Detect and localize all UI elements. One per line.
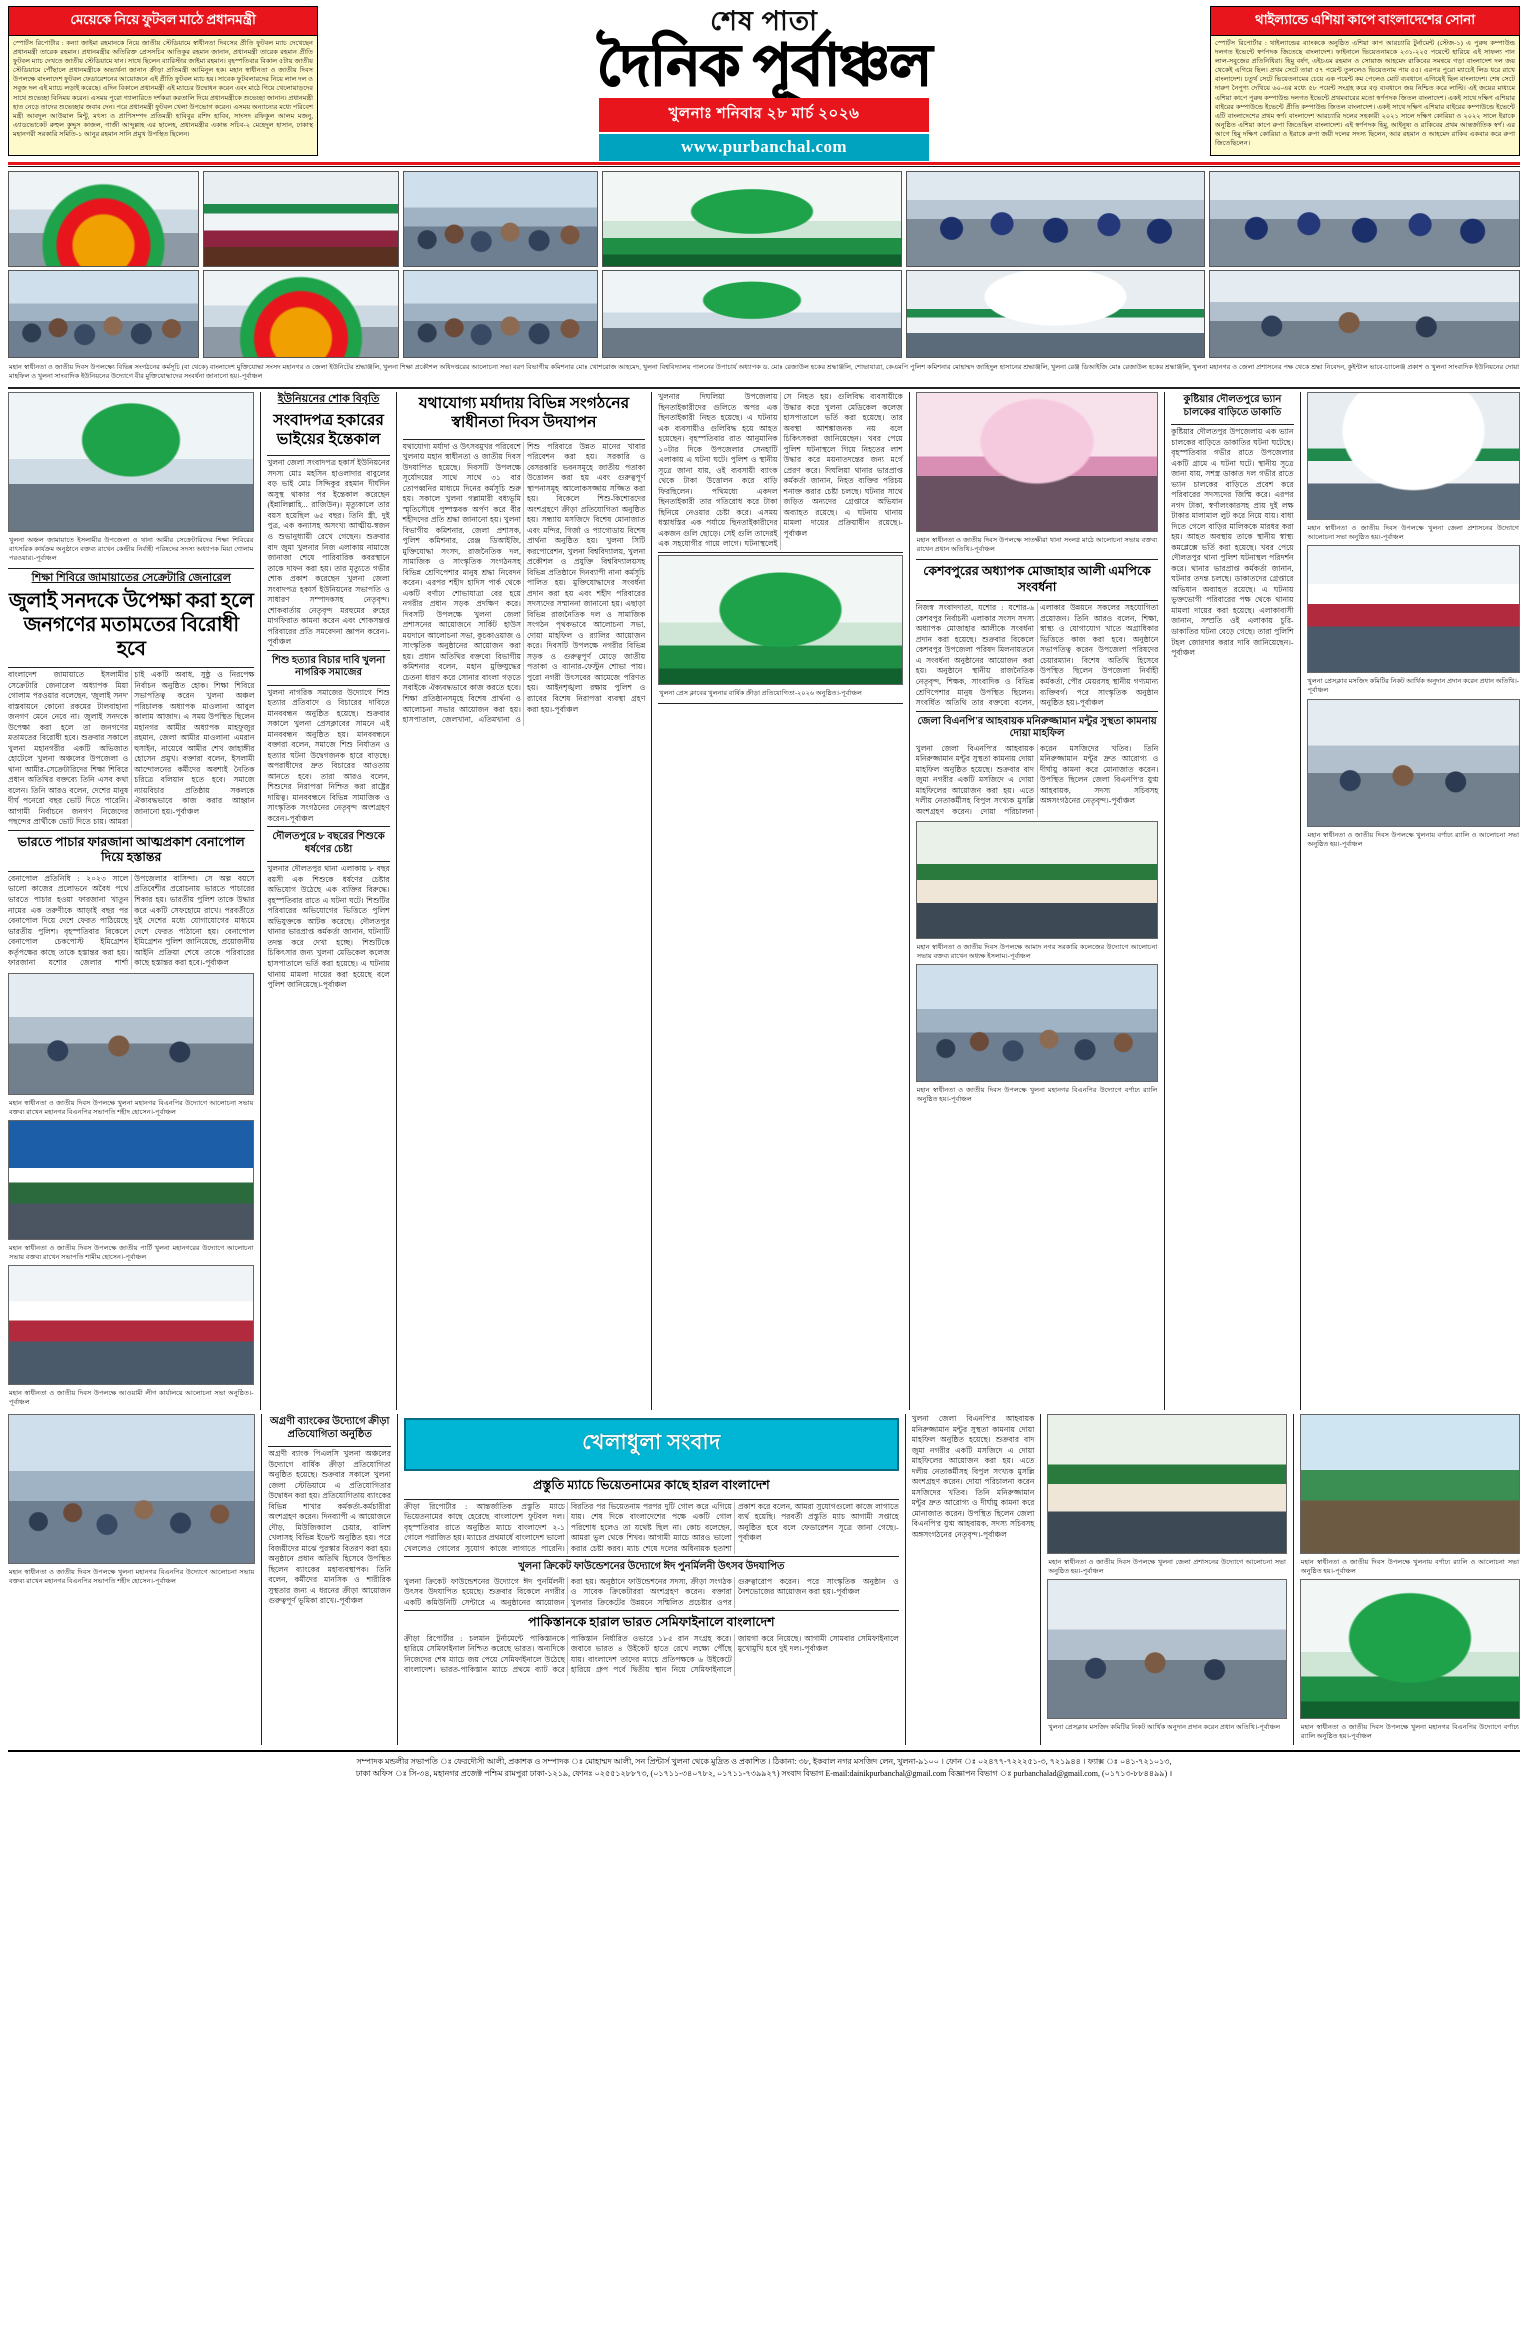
col1-divider-1 bbox=[8, 568, 254, 569]
photo-speaker-at-podium bbox=[203, 171, 398, 267]
website-url-bar[interactable]: www.purbanchal.com bbox=[599, 134, 929, 161]
footer-line-2: ঢাকা অফিস ঃ সি-৩৪, মহানগর প্রজেক্ট পশ্চিম রামপুরা ঢাকা-১২১৯, ফোনঃ ০২৫৫১২৮৮৭৩, (০১৭১১-৩৪০৭৮২, ০১৭১১-৭৩৯৯২৭) সংবাদ বিভাগ E-mail:dainikpurbanchal@gmail.com বিজ্ঞাপন বিভাগ ঃ purbanchalad@gmail.com, (০১৭১৩-৮৮৪৪৯৯) । bbox=[355, 1769, 1173, 1779]
date-bar: খুলনাঃ শনিবার ২৮ মার্চ ২০২৬ bbox=[599, 98, 929, 132]
club-body: খুলনা ক্রিকেট ফাউন্ডেশনের উদ্যোগে ঈদ পুনর্মিলনী উৎসব উদযাপিত হয়েছে। শুক্রবার বিকেলে নগরীর একটি কমিউনিটি সেন্টারে এ অনুষ্ঠানের আয়োজন করা হয়। অনুষ্ঠানে ফাউন্ডেশনের সদস্য, ক্রীড়া সংগঠক ও সাবেক ক্রিকেটাররা অংশগ্রহণ করেন। বক্তারা খুলনার ক্রিকেটের উন্নয়নে সম্মিলিত প্রচেষ্টার ওপর গুরুত্বারোপ করেন। পরে সাংস্কৃতিক অনুষ্ঠান ও নৈশভোজের আয়োজন করা হয়।-পূর্বাঞ্চল bbox=[404, 1576, 899, 1607]
footer-line-1: সম্পাদক মন্ডলীর সভাপতি ঃ ফেরদৌসী আলী, প্রকাশক ও সম্পাদক ঃ মোহাম্মদ আলী, সন প্রিন্টার্স খুলনা থেকে মুদ্রিত ও প্রকাশিত । ঠিকানা: ৩৮, ইকবাল নগর মসজিদ লেন, খুলনা-৯১০০ । ফোন ঃ ০২৪৭৭-৭২২২৫১-৩, ৭২১৯৪৪ । ফ্যাক্স ঃ ০৪১-৭২১০১৩, bbox=[356, 1756, 1172, 1766]
photo-college-discussion bbox=[916, 821, 1159, 939]
photo-honour-guard-ceremony bbox=[1209, 171, 1520, 267]
column-divider-4 bbox=[909, 392, 910, 1410]
masthead-divider-red bbox=[8, 162, 1520, 165]
col3-divider-1 bbox=[403, 439, 646, 440]
col5-photo2-caption: মহান স্বাধীনতা ও জাতীয় দিবস উপলক্ষে আমাদ নগর সরকারি কলেজের উদ্যোগে আলোচনা সভায় বক্তব্য রাখেন অধ্যক্ষ ইসলাম।-পূর্বাঞ্চল bbox=[916, 944, 1158, 961]
col5-photo-caption: মহান স্বাধীনতা ও জাতীয় দিবস উপলক্ষে সাতক্ষীরা থানা সংলগ্ন মাঠে আলোচনা সভায় বক্তব্য রাখেন প্রধান অতিথি।-পূর্বাঞ্চল bbox=[916, 537, 1158, 554]
strip-caption-divider bbox=[8, 387, 1520, 389]
masthead bbox=[8, 6, 1520, 158]
col2-divider-3 bbox=[267, 685, 389, 686]
photo-rally-with-banner bbox=[602, 171, 901, 267]
photo-officials-lineup bbox=[403, 270, 598, 358]
lower-divider-1 bbox=[261, 1414, 262, 1744]
lower-col2-body: অগ্রণী ব্যাংক পিএলসি খুলনা অঞ্চলের উদ্যোগে বার্ষিক ক্রীড়া প্রতিযোগিতা অনুষ্ঠিত হয়েছে। শুক্রবার সকালে খুলনা জেলা স্টেডিয়ামে এ প্রতিযোগিতার উদ্বোধন করা হয়। প্রতিযোগিতায় ব্যাংকের বিভিন্ন শাখার কর্মকর্তা-কর্মচারীরা অংশগ্রহণ করেন। দিনব্যাপী এ আয়োজনে দৌড়, মিউজিক্যাল চেয়ার, বালিশ খেলাসহ বিভিন্ন ইভেন্ট অনুষ্ঠিত হয়। পরে বিজয়ীদের মাঝে পুরস্কার বিতরণ করা হয়। অনুষ্ঠানে প্রধান অতিথি হিসেবে উপস্থিত ছিলেন ব্যাংকের মহাব্যবস্থাপক। তিনি বলেন, কর্মীদের মানসিক ও শারীরিক সুস্থতার জন্য এ ধরনের ক্রীড়া আয়োজন গুরুত্বপূর্ণ ভূমিকা রাখে।-পূর্বাঞ্চল bbox=[268, 1449, 392, 1606]
lower-photo-b-caption: খুলনা প্রেসক্লাব মসজিদ কমিটির নিকট আর্থিক অনুদান প্রদান করেন প্রধান অতিথি।-পূর্বাঞ্চল bbox=[1048, 1724, 1281, 1732]
photo-floral-tribute bbox=[203, 270, 398, 358]
photo-lower-sport bbox=[1300, 1414, 1520, 1554]
col5-headline: কেশবপুরের অধ্যাপক মোজাহার আলী এমপিকে সংবর্ধনা bbox=[923, 564, 1151, 594]
photo-strip-second bbox=[8, 270, 1520, 358]
lower-column-photos-b bbox=[1300, 1414, 1520, 1744]
photo-crowd-lower-left bbox=[8, 1414, 255, 1564]
left-box-body: স্পোর্টস রিপোর্টার : কন্যা জাইমা রহমানকে নিয়ে জাতীয় স্টেডিয়ামে স্বাধীনতা দিবসের প্রীতি ফুটবল ম্যাচ দেখেছেন প্রধানমন্ত্রী তারেক রহমান। প্রধানমন্ত্রীর অতিরিক্ত প্রেসসচিব আতিকুর রহমান জানান, প্রধানমন্ত্রী তারেক রহমান প্রীতি ফুটবল ম্যাচ দেখতে জাতীয় স্টেডিয়ামে যান। সাথে ছিলেন ব্যারিস্টার জাইমা রহমান। বৃহস্পতিবার বিকাল ৫টায় জাতীয় স্টেডিয়ামে পৌঁছালে প্রধানমন্ত্রীকে অভ্যর্থনা জানান ক্রীড়া প্রতিমন্ত্রী আমিনুল হক। মহান স্বাধীনতা ও জাতীয় দিবস উপলক্ষে বাংলাদেশ ফুটবল ফেডারেশনের আয়োজনে এই প্রীতি ফুটবল ম্যাচ হয়। সাবেক ফুটবলারদের নিয়ে লাল দল ও সবুজ দল এই ম্যাচে লড়াই করেছে। এদিন বিকালে প্রধানমন্ত্রী এই ম্যাচের উদ্বোধন করেন এবং মাঠে গিয়ে খেলোয়াড়দের সাথে শুভেচ্ছা বিনিময় করেন। এসময় পুরো গ্যালারিতে দর্শকরা করতালি দিয়ে প্রধানমন্ত্রীকে শুভেচ্ছা জানান। প্রধানমন্ত্রী হাত নেড়ে তাদের শুভেচ্ছার জবাব দেন। পরে প্রধানমন্ত্রী ফুটবল খেলা উপভোগ করেন। এসময় অন্যান্যের মধ্যে পরিবেশ মন্ত্রী আবদুল আউয়াল মিন্টু, মৎস্য ও প্রাণিসম্পদ প্রতিমন্ত্রী হাবিবুর রশিদ হাবিব, সাংসদ রফিকুল আলম মজনু, এ্যাডভোকেট রুহুল কুদ্দুস কাজল, গাজী আব্দুল্লাহ এর ছালেহ, প্রধানমন্ত্রীর একান্ত সচিব-২ মেহেদুল হাসান, ঢাকাস্থ মহানগরী সরকারি সমিতি-১ আনুর রহমান সানি প্রমুখ উপস্থিত ছিলেন। bbox=[13, 40, 313, 138]
col1-divider-2 bbox=[8, 667, 254, 668]
photo-strip-top bbox=[8, 171, 1520, 267]
col1-body: বাংলাদেশ জামায়াতে ইসলামীর সেক্রেটারি জেনারেল অধ্যাপক মিয়া গোলাম পরওয়ার বলেছেন, 'জুলাই সনদ' বাস্তবায়নে কোনো রকমের টালবাহানা জনগণ মেনে নেবে না। জুলাই সনদকে উপেক্ষা করা হলে তা জনগণের মতামতের বিরোধী হবে। শুক্রবার সকালে খুলনা মহানগরীর একটি অভিজাত হোটেলে খুলনা অঞ্চলের উপজেলা ও থানা আমীর-সেক্রেটারিদের শিক্ষা শিবিরে প্রধান অতিথির বক্তব্যে তিনি এসব কথা বলেন। তিনি আরও বলেন, দেশের মানুষ দীর্ঘ পনেরো বছর ভোট দিতে পারেনি। আগামী নির্বাচনে জনগণ নিজেদের পছন্দের প্রার্থীকে ভোট দিতে চায়। আমরা চাই একটি অবাধ, সুষ্ঠু ও নিরপেক্ষ নির্বাচন অনুষ্ঠিত হোক। শিক্ষা শিবিরে সভাপতিত্ব করেন খুলনা অঞ্চল পরিচালক অধ্যাপক মাওলানা আবুল কালাম আজাদ। এ সময় উপস্থিত ছিলেন মহানগর আমীর অধ্যাপক মাহফুজুর রহমান, জেলা আমীর মাওলানা এমরান হুসাইন, নায়েবে আমীর শেখ জাহাঙ্গীর হোসেন প্রমুখ। বক্তারা বলেন, ইসলামী আন্দোলনের কর্মীদের অবশ্যই নৈতিক চরিত্রে বলিয়ান হতে হবে। সমাজে ন্যায়বিচার প্রতিষ্ঠায় সকলকে ঐক্যবদ্ধভাবে কাজ করার আহ্বান জানানো হয়।-পূর্বাঞ্চল bbox=[8, 670, 255, 827]
lower-photo-a-caption: মহান স্বাধীনতা ও জাতীয় দিবস উপলক্ষে খুলনা জেলা প্রশাসনের উদ্যোগে আলোচনা সভা অনুষ্ঠিত হয়।-পূর্বাঞ্চল bbox=[1048, 1559, 1286, 1576]
lower-col2-divider bbox=[268, 1446, 391, 1447]
column-1 bbox=[8, 392, 254, 1410]
photo-police-officers-lineup bbox=[906, 171, 1205, 267]
sports-section-banner: খেলাধুলা সংবাদ bbox=[404, 1418, 899, 1471]
col1-photo3-caption: মহান স্বাধীনতা ও জাতীয় দিবস উপলক্ষে জাতীয় পার্টি খুলনা মহানগরের উদ্যোগে আলোচনা সভায় বক্তব্য রাখেন সভাপতি শামীম হোসেন।-পূর্বাঞ্চল bbox=[9, 1244, 254, 1261]
col6-body: কুষ্টিয়ার দৌলতপুর উপজেলায় এক ভ্যান চালকের বাড়িতে ডাকাতির ঘটনা ঘটেছে। বৃহস্পতিবার গভীর রাতে উপজেলার একটি গ্রামে এ ঘটনা ঘটে। স্থানীয় সূত্রে জানা যায়, সশস্ত্র ডাকাত দল গভীর রাতে ভ্যান চালকের বাড়িতে প্রবেশ করে পরিবারের সদস্যদের জিম্মি করে। এরপর নগদ টাকা, স্বর্ণালংকারসহ প্রায় দুই লক্ষ টাকার মালামাল লুট করে নিয়ে যায়। বাধা দিতে গেলে বাড়ির মালিককে মারধর করা হয়। আহত অবস্থায় তাকে স্থানীয় স্বাস্থ্য কমপ্লেক্সে ভর্তি করা হয়েছে। খবর পেয়ে দৌলতপুর থানা পুলিশ ঘটনাস্থল পরিদর্শন করে। থানার ভারপ্রাপ্ত কর্মকর্তা জানান, ঘটনার তদন্ত চলছে। ডাকাতদের গ্রেপ্তারে অভিযান অব্যাহত রয়েছে। এ ঘটনায় ভুক্তভোগী পরিবারের পক্ষ থেকে থানায় মামলা দায়ের করা হয়েছে। এলাকাবাসী জানান, সম্প্রতি ওই এলাকায় চুরি-ডাকাতির ঘটনা বেড়ে গেছে। তারা পুলিশি টহল জোরদার করার দাবি জানিয়েছেন।-পূর্বাঞ্চল bbox=[1171, 427, 1294, 658]
column-divider-6 bbox=[1300, 392, 1301, 1410]
column-divider-5 bbox=[1164, 392, 1165, 1410]
photo-satkhira-meeting bbox=[916, 392, 1159, 532]
column-7 bbox=[1307, 392, 1520, 1410]
right-box-body: স্পোর্টস রিপোর্টার : থাইল্যান্ডের ব্যাংককে অনুষ্ঠিত এশিয়া কাপ আরচ্যারি টুর্নামেন্ট (স্টেজ-১) এ পুরুষ কম্পাউন্ড দলগত ইভেন্টে স্বর্ণপদক জিতেছে বাংলাদেশ। ফাইনালে ভিয়েতনামকে ২৩১-২২৫ পয়েন্টে হারিয়ে এই সাফল্য পান লাল-সবুজের প্রতিনিধিরা। হিমু বর্ষণ, এইচএম রহমান ও সোয়াজ আহমেদ রাকিবের সমন্বয়ে গড়া বাংলাদেশ দল জয় থেকেই এগিয়ে ছিল। প্রথম সেটে তারা ৫৭ পয়েন্ট তুললেও ভিয়েতনাম পায় ৫৫। এরপর পুরো ম্যাচেই লিড ধরে রাখে বাংলাদেশ। চতুর্থ সেটে ভিয়েতনামের চেয়ে এক পয়েন্ট কম পেলেও মোট ব্যবধানে এগিয়েই ছিল বাংলাদেশ। শেষ সেটে দারুণ নৈপুণ্য দেখিয়ে ৬০-এর মধ্যে ৫৮ পয়েন্ট সংগ্রহ করে বড় ব্যবধানে জয় নিশ্চিত করে লাল্টি। এই জয়ের মাধ্যমে এশিয়া কাপে পুরুষ কম্পাউন্ড দলগত ইভেন্টে প্রথমবারের মতো স্বর্ণপদক জিতল বাংলাদেশ। একই সাথে দক্ষিণ এশিয়ার বাইরের কম্পাউন্ডে ইভেন্টে প্রীতি কম্পাউন্ড জিতল বাংলাদেশ। একই সাথে দক্ষিণ এশিয়ার বাইরের কম্পাউন্ডে ইভেন্টে এটি বাংলাদেশের প্রথম স্বর্ণ। বাংলাদেশ আরচ্যারি দলের সহকারী ২০২১ সালে দক্ষিণ কোরিয়া ও ২০২২ সালে ইরাকে অনুষ্ঠিত এশিয়া কাপে রুপা জিতেছিল বাংলাদেশ। এই স্বর্ণপদক হিমু, আইনুষ্য ও রাকিবের প্রথম আন্তর্জাতিক স্বর্ণ। এর আগে হিমু দক্ষিণ কোরিয়া ও ইরাকে রুপা জয়ী দলের সদস্য ছিলেন, আর রহমান ও আহমেদ রাকিব একবার করে রুপা জিতেছিলেন। bbox=[1215, 40, 1515, 148]
col5-body: নিজস্ব সংবাদদাতা, যশোর : যশোর-৬ কেশবপুর নির্বাচনী এলাকার সংসদ সদস্য অধ্যাপক মোজাহার আলীকে সংবর্ধনা প্রদান করা হয়েছে। শুক্রবার বিকেলে কেশবপুর উপজেলা পরিষদ মিলনায়তনে এ সংবর্ধনা অনুষ্ঠানের আয়োজন করা হয়। অনুষ্ঠানে স্থানীয় রাজনৈতিক নেতৃবৃন্দ, শিক্ষক, সাংবাদিক ও বিভিন্ন শ্রেণিপেশার মানুষ উপস্থিত ছিলেন। সংবর্ধিত অতিথি তার বক্তব্যে বলেন, এলাকার উন্নয়নে সকলের সহযোগিতা প্রয়োজন। তিনি আরও বলেন, শিক্ষা, স্বাস্থ্য ও যোগাযোগ খাতে অগ্রাধিকার ভিত্তিতে কাজ করা হবে। অনুষ্ঠানে সভাপতিত্ব করেন উপজেলা পরিষদের চেয়ারম্যান। বিশেষ অতিথি হিসেবে উপস্থিত ছিলেন উপজেলা নির্বাহী কর্মকর্তা, পৌর মেয়রসহ স্থানীয় গণ্যমান্য ব্যক্তিবর্গ। পরে সাংস্কৃতিক অনুষ্ঠান অনুষ্ঠিত হয়।-পূর্বাঞ্চল bbox=[915, 603, 1159, 708]
col2-divider-4 bbox=[267, 826, 389, 827]
col2-kicker: ইউনিয়নের শোক বিবৃতি bbox=[277, 393, 380, 406]
col2-headline: সংবাদপত্র হকারের ভাইয়ের ইন্তেকাল bbox=[273, 411, 384, 449]
lower-column-photos-a bbox=[1047, 1414, 1287, 1744]
photo-rally-discussion bbox=[1307, 699, 1520, 827]
col5-divider-2 bbox=[916, 600, 1159, 601]
main-content-grid bbox=[8, 392, 1520, 1410]
column-divider-3 bbox=[651, 392, 652, 1410]
col6-headline: কুষ্টিয়ার দৌলতপুরে ভ্যান চালকের বাড়িতে ডাকাতি bbox=[1183, 394, 1282, 418]
photo-bnp-rally bbox=[916, 964, 1159, 1082]
col3-headline: যথাযোগ্য মর্যাদায় বিভিন্ন সংগঠনের স্বাধীনতা দিবস উদযাপন bbox=[418, 395, 630, 432]
lower-photo-c-caption: মহান স্বাধীনতা ও জাতীয় দিবস উপলক্ষে খুলনায় বর্ণাঢ্য র‍্যালি ও আলোচনা সভা অনুষ্ঠিত হয়।-পূর্বাঞ্চল bbox=[1300, 1559, 1519, 1576]
col7-photo1-caption: মহান স্বাধীনতা ও জাতীয় দিবস উপলক্ষে খুলনা জেলা প্রশাসনের উদ্যোগে আলোচনা সভা অনুষ্ঠিত হয়।-পূর্বাঞ্চল bbox=[1307, 525, 1520, 542]
lower-col2-headline: অগ্রণী ব্যাংকের উদ্যোগে ক্রীড়া প্রতিযোগিতা অনুষ্ঠিত bbox=[269, 1416, 390, 1440]
column-2 bbox=[267, 392, 389, 1410]
photo-group-photo-officials bbox=[403, 171, 598, 267]
masthead-center bbox=[324, 6, 1204, 161]
col3-mid-body-continued: খুলনার দিঘলিয়া উপজেলায় ছিনতাইকারীদের গুলিতে অপর এক ছিনতাইকারী নিহত হয়েছে। এ ঘটনায় এক ব্যবসায়ীও গুলিবিদ্ধ হয়ে আহত হয়েছেন। বৃহস্পতিবার রাত আনুমানিক ১০টার দিকে উপজেলার সেনহাটি এলাকায় এ ঘটনা ঘটে। পুলিশ ও স্থানীয় সূত্রে জানা যায়, ওই ব্যবসায়ী ব্যাংক থেকে টাকা উত্তোলন করে বাড়ি ফিরছিলেন। পথিমধ্যে একদল ছিনতাইকারী তার গতিরোধ করে টাকা ছিনিয়ে নেওয়ার চেষ্টা করে। এসময় ধস্তাধস্তির এক পর্যায়ে ছিনতাইকারীদের একজন গুলি ছোড়ে। সেই গুলি তাদেরই এক সহযোগীর গায়ে লাগে। ঘটনাস্থলেই সে নিহত হয়। গুলিবিদ্ধ ব্যবসায়ীকে উদ্ধার করে খুলনা মেডিকেল কলেজ হাসপাতালে ভর্তি করা হয়েছে। তার অবস্থা আশঙ্কাজনক নয় বলে চিকিৎসকরা জানিয়েছেন। খবর পেয়ে পুলিশ ঘটনাস্থলে গিয়ে নিহতের লাশ উদ্ধার করে ময়নাতদন্তের জন্য মর্গে প্রেরণ করে। দিঘলিয়া থানার ভারপ্রাপ্ত কর্মকর্তা জানান, নিহত ব্যক্তির পরিচয় শনাক্ত করার চেষ্টা চলছে। ঘটনার সাথে জড়িত অন্যদের গ্রেপ্তারে অভিযান অব্যাহত রয়েছে। এ ঘটনায় থানায় মামলা দায়ের প্রক্রিয়াধীন রয়েছে।-পূর্বাঞ্চল bbox=[658, 392, 903, 549]
column-5 bbox=[916, 392, 1159, 1410]
col2-divider-1 bbox=[267, 455, 389, 456]
col1-sub-headline: ভারতে পাচার ফারজানা আত্মপ্রকাশ বেনাপোল দিয়ে হস্তান্তর bbox=[17, 834, 245, 865]
photo-wreath-laying-ceremony bbox=[8, 171, 199, 267]
photo-freedom-fighters-reception bbox=[1209, 270, 1520, 358]
final-headline: পাকিস্তানকে হারাল ভারত সেমিফাইনালে বাংলাদেশ bbox=[528, 1615, 775, 1630]
photo-press-club-sports bbox=[658, 555, 903, 685]
photo-indoor-seminar-hall bbox=[906, 270, 1205, 358]
photo-bnp-meeting bbox=[8, 973, 254, 1095]
col6-divider-1 bbox=[1171, 424, 1293, 425]
col3-body: যথাযোগ্য মর্যাদা ও উৎসবমুখর পরিবেশে খুলনায় মহান স্বাধীনতা ও জাতীয় দিবস উদযাপিত হয়েছে। দিবসটি উপলক্ষে সূর্যোদয়ের সাথে সাথে ৩১ বার তোপধ্বনির মাধ্যমে দিনের কর্মসূচি শুরু হয়। সকালে খুলনা গল্লামারী বধ্যভূমি স্মৃতিসৌধে পুষ্পস্তবক অর্পণ করে বীর শহীদদের প্রতি শ্রদ্ধা জানানো হয়। খুলনা বিভাগীয় কমিশনার, জেলা প্রশাসক, পুলিশ কমিশনার, রেঞ্জ ডিআইজি, মুক্তিযোদ্ধা সংসদ, রাজনৈতিক দল, সামাজিক ও সাংস্কৃতিক সংগঠনসহ বিভিন্ন শ্রেণিপেশার মানুষ শ্রদ্ধা নিবেদন করেন। এরপর শহীদ হাদিস পার্ক থেকে একটি বর্ণাঢ্য শোভাযাত্রা বের হয়ে নগরীর প্রধান সড়ক প্রদক্ষিণ করে। দিবসটি উপলক্ষে খুলনা জেলা প্রশাসনের আয়োজনে সার্কিট হাউস ময়দানে আলোচনা সভা, কুচকাওয়াজ ও সাংস্কৃতিক অনুষ্ঠানের আয়োজন করা হয়। প্রধান অতিথির বক্তব্যে বিভাগীয় কমিশনার বলেন, মহান মুক্তিযুদ্ধের চেতনা ধারণ করে সোনার বাংলা গড়তে সবাইকে ঐক্যবদ্ধভাবে কাজ করতে হবে। শিক্ষা প্রতিষ্ঠানসমূহে বিশেষ প্রার্থনা ও আলোচনা সভার আয়োজন করা হয়। হাসপাতাল, জেলখানা, এতিমখানা ও শিশু পরিবারে উন্নত মানের খাবার পরিবেশন করা হয়। সরকারি ও বেসরকারি ভবনসমূহে জাতীয় পতাকা উত্তোলন করা হয় এবং গুরুত্বপূর্ণ স্থাপনাসমূহ আলোকসজ্জায় সজ্জিত করা হয়। বিকেলে শিশু-কিশোরদের অংশগ্রহণে ক্রীড়া প্রতিযোগিতা অনুষ্ঠিত হয়। সন্ধ্যায় মসজিদে বিশেষ মোনাজাত এবং মন্দির, গির্জা ও প্যাগোডায় বিশেষ প্রার্থনা অনুষ্ঠিত হয়। খুলনা সিটি করপোরেশন, খুলনা বিশ্ববিদ্যালয়, খুলনা প্রকৌশল ও প্রযুক্তি বিশ্ববিদ্যালয়সহ বিভিন্ন প্রতিষ্ঠানে দিনব্যাপী নানা কর্মসূচি পালিত হয়। মুক্তিযোদ্ধাদের সংবর্ধনা প্রদান করা হয় এবং শহীদ পরিবারের সদস্যদের সম্মাননা জানানো হয়। এছাড়া বিভিন্ন রাজনৈতিক দল ও সামাজিক সংগঠন পৃথকভাবে আলোচনা সভা, দোয়া মাহফিল ও র‍্যালির আয়োজন করে। দিবসটি উপলক্ষে নগরীর বিভিন্ন সড়ক ও গুরুত্বপূর্ণ মোড়ে জাতীয় পতাকা ও ব্যানার-ফেস্টুন শোভা পায়। পুরো নগরী উৎসবের আমেজে পরিণত হয়। আইনশৃঙ্খলা রক্ষায় পুলিশ ও র‍্যাবের বিশেষ নিরাপত্তা ব্যবস্থা গ্রহণ করা হয়।-পূর্বাঞ্চল bbox=[402, 441, 646, 725]
sports-divider-3 bbox=[404, 1610, 899, 1611]
col1-photo4-caption: মহান স্বাধীনতা ও জাতীয় দিবস উপলক্ষে আওয়ামী লীগ কার্যালয়ে আলোচনা সভা অনুষ্ঠিত।-পূর্বাঞ্চল bbox=[9, 1389, 254, 1407]
sports-headline: প্রস্তুতি ম্যাচে ভিয়েতনামের কাছে হারল বাংলাদেশ bbox=[533, 1478, 770, 1493]
col4-banner-caption: খুলনা প্রেস ক্লাবের খুলনার বার্ষিক ক্রীড়া প্রতিযোগিতা-২০২৬ অনুষ্ঠিত।-পূর্বাঞ্চল bbox=[659, 689, 862, 697]
photo-discussion-meeting-stage bbox=[602, 270, 901, 358]
lower-sports-column bbox=[404, 1414, 899, 1744]
col2-sub2-body: খুলনার দৌলতপুর থানা এলাকায় ৮ বছর বয়সী এক শিশুকে ধর্ষণের চেষ্টার অভিযোগ উঠেছে এক ব্যক্তির বিরুদ্ধে। বৃহস্পতিবার রাতে এ ঘটনা ঘটে। শিশুটির পরিবারের অভিযোগের ভিত্তিতে পুলিশ অভিযুক্তকে আটক করেছে। দৌলতপুর থানার ভারপ্রাপ্ত কর্মকর্তা জানান, ঘটনাটি তদন্ত করে দেখা হচ্ছে। শিশুটিকে চিকিৎসার জন্য খুলনা মেডিকেল কলেজ হাসপাতালে ভর্তি করা হয়েছে। এ ঘটনায় থানায় মামলা দায়ের করা হয়েছে বলে পুলিশ জানিয়েছে।-পূর্বাঞ্চল bbox=[267, 864, 390, 990]
column-3 bbox=[403, 392, 646, 1410]
column-divider-2 bbox=[396, 392, 397, 1410]
col7-photo3-caption: মহান স্বাধীনতা ও জাতীয় দিবস উপলক্ষে খুলনায় বর্ণাঢ্য র‍্যালি ও আলোচনা সভা অনুষ্ঠিত হয়।-পূর্বাঞ্চল bbox=[1307, 831, 1520, 848]
masthead-divider-thin bbox=[8, 166, 1520, 167]
column-6 bbox=[1171, 392, 1293, 1410]
photo-district-admin-meeting bbox=[1307, 392, 1520, 520]
photo-lower-banner bbox=[1300, 1579, 1520, 1719]
col1-sub-body: বেনাপোল প্রতিনিধি : ২০২৩ সালে ভালো কাজের প্রলোভনে অবৈধ পথে ভারতে পাচার হওয়া ফারজানা খাতুন নামের এক তরুণীকে আড়াই বছর পর বেনাপোল দিয়ে দেশে ফেরত পাঠিয়েছে ভারতীয় পুলিশ। বৃহস্পতিবার বিকেলে বেনাপোল চেকপোস্ট ইমিগ্রেশন কর্তৃপক্ষের কাছে তাকে হস্তান্তর করা হয়। ফারজানা যশোর জেলার শার্শা উপজেলার বাসিন্দা। সে অল্প বয়সে প্রতিবেশীর প্ররোচনায় ভারতে পাচারের শিকার হয়। ভারতীয় পুলিশ তাকে উদ্ধার করে একটি সেফহোমে রাখে। পরবর্তীতে দুই দেশের মধ্যে যোগাযোগের মাধ্যমে দেশে ফেরত পাঠানো হয়। বেনাপোল ইমিগ্রেশন পুলিশ জানিয়েছে, প্রয়োজনীয় আইনি প্রক্রিয়া শেষে তাকে পরিবারের কাছে হস্তান্তর করা হবে।-পূর্বাঞ্চল bbox=[8, 873, 255, 968]
photo-lower-podium bbox=[1047, 1414, 1287, 1554]
newspaper-logo: দৈনিক পূর্বাঞ্চল bbox=[596, 33, 932, 98]
lower-divider-4 bbox=[1040, 1414, 1041, 1744]
col4-divider-1 bbox=[658, 552, 903, 553]
col5-body2: খুলনা জেলা বিএনপি'র আহবায়ক মনিরুজ্জামান মন্টুর সুস্থতা কামনায় দোয়া মাহফিল অনুষ্ঠিত হয়েছে। শুক্রবার বাদ জুমা নগরীর একটি মসজিদে এ দোয়া মাহফিলের আয়োজন করা হয়। এতে দলীয় নেতাকর্মীসহ বিপুল সংখ্যক মুসল্লি অংশগ্রহণ করেন। দোয়া পরিচালনা করেন মসজিদের খতিব। তিনি মনিরুজ্জামান মন্টুর দ্রুত আরোগ্য ও দীর্ঘায়ু কামনা করে মোনাজাত করেন। উপস্থিত ছিলেন জেলা বিএনপি'র যুগ্ম আহবায়ক, সদস্য সচিবসহ অঙ্গসংগঠনের নেতৃবৃন্দ।-পূর্বাঞ্চল bbox=[915, 743, 1159, 816]
col1-photo2-caption: মহান স্বাধীনতা ও জাতীয় দিবস উপলক্ষে খুলনা মহানগর বিএনপির উদ্যোগে আলোচনা সভায় বক্তব্য রাখেন মহানগর বিএনপির সভাপতি শহীদ হোসেন।-পূর্বাঞ্চল bbox=[9, 1099, 254, 1116]
masthead-left-story-box bbox=[8, 6, 318, 156]
sports-divider-1 bbox=[404, 1499, 899, 1500]
lower-divider-2 bbox=[397, 1414, 398, 1744]
col2-body: খুলনা জেলা সংবাদপত্র হকার্স ইউনিয়নের সদস্য মোঃ মহসিন হাওলাদার বাবুলের বড় ভাই মোঃ সিদ্দিকুর রহমান দীর্ঘদিন অসুস্থ থাকার পর ইন্তেকাল করেছেন (ইন্নালিল্লাহি... রাজিউন)। মৃত্যুকালে তার বয়স হয়েছিল ৬৫ বছর। তিনি স্ত্রী, দুই পুত্র, এক কন্যাসহ অসংখ্য আত্মীয়-স্বজন ও শুভানুধ্যায়ী রেখে গেছেন। শুক্রবার বাদ জুমা খুলনার নিজ এলাকায় নামাজে জানাজা শেষে পারিবারিক কবরস্থানে তাকে দাফন করা হয়। তার মৃত্যুতে গভীর শোক প্রকাশ করেছেন খুলনা জেলা সংবাদপত্র হকার্স ইউনিয়নের সভাপতি ও সাধারণ সম্পাদকসহ নেতৃবৃন্দ। শোকবার্তায় নেতৃবৃন্দ মরহুমের রুহের মাগফিরাত কামনা করেন এবং শোকসন্তপ্ত পরিবারের প্রতি সমবেদনা জ্ঞাপন করেন।-পূর্বাঞ্চল bbox=[267, 458, 390, 647]
col2-sub-body: খুলনা নাগরিক সমাজের উদ্যোগে শিশু হত্যার প্রতিবাদে ও বিচারের দাবিতে মানববন্ধন অনুষ্ঠিত হয়েছে। শুক্রবার সকালে খুলনা প্রেসক্লাবের সামনে এই মানববন্ধন অনুষ্ঠিত হয়। মানববন্ধনে বক্তারা বলেন, সমাজে শিশু নির্যাতন ও হত্যার ঘটনা উদ্বেগজনক হারে বাড়ছে। অপরাধীদের দ্রুত বিচারের আওতায় আনতে হবে। তারা আরও বলেন, শিশুদের নিরাপত্তা নিশ্চিত করা রাষ্ট্রের দায়িত্ব। মানববন্ধনে বিভিন্ন সামাজিক ও সাংস্কৃতিক সংগঠনের নেতৃবৃন্দ অংশগ্রহণ করেন।-পূর্বাঞ্চল bbox=[267, 687, 390, 823]
lower-column-6 bbox=[912, 1414, 1035, 1744]
col1-kicker: শিক্ষা শিবিরে জামায়াতের সেক্রেটারি জেনারেল bbox=[31, 572, 231, 585]
lower-column-1 bbox=[8, 1414, 255, 1744]
lower-column-2 bbox=[268, 1414, 391, 1744]
photo-crowd-gathering bbox=[8, 270, 199, 358]
col2-divider-2 bbox=[267, 650, 389, 651]
lower-divider-5 bbox=[1293, 1414, 1294, 1744]
lower-col6-body: খুলনা জেলা বিএনপি'র আহবায়ক মনিরুজ্জামান মন্টুর সুস্থতা কামনায় দোয়া মাহফিল অনুষ্ঠিত হয়েছে। শুক্রবার বাদ জুমা নগরীর একটি মসজিদে এ দোয়া মাহফিলের আয়োজন করা হয়। এতে দলীয় নেতাকর্মীসহ বিপুল সংখ্যক মুসল্লি অংশগ্রহণ করেন। দোয়া পরিচালনা করেন মসজিদের খতিব। তিনি মনিরুজ্জামান মন্টুর দ্রুত আরোগ্য ও দীর্ঘায়ু কামনা করে মোনাজাত করেন। উপস্থিত ছিলেন জেলা বিএনপি'র যুগ্ম আহবায়ক, সদস্য সচিবসহ অঙ্গসংগঠনের নেতৃবৃন্দ।-পূর্বাঞ্চল bbox=[911, 1414, 1035, 1539]
masthead-right-story-box bbox=[1210, 6, 1520, 156]
sports-body: ক্রীড়া রিপোর্টার : আন্তর্জাতিক প্রস্তুতি ম্যাচে ভিয়েতনামের কাছে হেরেছে বাংলাদেশ ফুটবল দল। বৃহস্পতিবার রাতে অনুষ্ঠিত ম্যাচে বাংলাদেশ ২-১ গোলে পরাজিত হয়। ম্যাচের প্রথমার্ধে বাংলাদেশ ভালো খেললেও গোলের সুযোগ কাজে লাগাতে পারেনি। বিরতির পর ভিয়েতনাম পরপর দুটি গোল করে এগিয়ে যায়। শেষ দিকে বাংলাদেশের পক্ষে একটি গোল পরিশোধ হলেও তা যথেষ্ট ছিল না। কোচ বলেছেন, আমরা ভুল থেকে শিখব। আগামী ম্যাচে আরও ভালো করার চেষ্টা করব। ম্যাচ শেষে দলের অধিনায়ক হতাশা প্রকাশ করে বলেন, আমরা সুযোগগুলো কাজে লাগাতে ব্যর্থ হয়েছি। পরবর্তী প্রস্তুতি ম্যাচ আগামী সপ্তাহে অনুষ্ঠিত হবে বলে ফেডারেশন সূত্রে জানা গেছে।-পূর্বাঞ্চল bbox=[404, 1501, 899, 1553]
photo-shikkha-shibir-event bbox=[8, 392, 254, 532]
col1-divider-3 bbox=[8, 830, 254, 831]
sports-divider-2 bbox=[404, 1556, 899, 1557]
page-footer bbox=[8, 1750, 1520, 1782]
col5-divider-1 bbox=[916, 559, 1159, 560]
lower-photo-d-caption: মহান স্বাধীনতা ও জাতীয় দিবস উপলক্ষে খুলনা মহানগর বিএনপির উদ্যোগে বর্ণাঢ্য র‍্যালি অনুষ্ঠিত হয়।-পূর্বাঞ্চল bbox=[1300, 1724, 1519, 1741]
photo-lower-group bbox=[1047, 1579, 1287, 1719]
photo-jatiya-party-banner bbox=[8, 1120, 254, 1240]
col2-sub2-headline: দৌলতপুরে ৮ বছরের শিশুকে ধর্ষণের চেষ্টা bbox=[272, 831, 385, 855]
col5-photo3-caption: মহান স্বাধীনতা ও জাতীয় দিবস উপলক্ষে খুলনা মহানগর বিএনপির উদ্যোগে বর্ণাঢ্য র‍্যালি অনুষ্ঠিত হয়।-পূর্বাঞ্চল bbox=[916, 1087, 1158, 1104]
page-label-shesh-pata: শেষ পাতা bbox=[710, 6, 818, 36]
col4-divider-2 bbox=[658, 703, 903, 704]
final-body: ক্রীড়া রিপোর্টার : চলমান টুর্নামেন্টে পাকিস্তানকে হারিয়ে সেমিফাইনাল নিশ্চিত করেছে ভারত। অন্যদিকে নিজেদের শেষ ম্যাচে জয় পেয়ে সেমিফাইনালে উঠেছে বাংলাদেশ। ভারত-পাকিস্তান ম্যাচে প্রথমে ব্যাট করে পাকিস্তান নির্ধারিত ওভারে ১৮৫ রান সংগ্রহ করে। জবাবে ভারত ৪ উইকেট হাতে রেখে লক্ষ্যে পৌঁছে যায়। বাংলাদেশ তাদের ম্যাচে প্রতিপক্ষকে ৬ উইকেটে হারিয়ে গ্রুপ পর্বে দ্বিতীয় স্থান নিয়ে সেমিফাইনালে জায়গা করে নিয়েছে। আগামী সোমবার সেমিফাইনালে মুখোমুখি হবে দুই দল।-পূর্বাঞ্চল bbox=[404, 1633, 899, 1675]
photo-mosque-donation bbox=[1307, 545, 1520, 673]
col1-divider-4 bbox=[8, 871, 254, 872]
col5-headline2: জেলা বিএনপি'র আহবায়ক মনিরুজ্জামান মন্টুর সুস্থতা কামনায় দোয়া মাহফিল bbox=[917, 715, 1157, 740]
photo-strip-caption: মহান স্বাধীনতা ও জাতীয় দিবস উপলক্ষ্যে বিভিন্ন সংগঠনের কর্মসূচি (বা থেকে) বাংলাদেশ মুক্তিযোদ্ধা সংসদ মহানগর ও জেলা ইউনিটের শ্রদ্ধাঞ্জলি, খুলনা শিক্ষা প্রকৌশল অধিদপ্তরের আলোচনা সভা বরণ বিভাগীয় কমিশনার মোঃ খোশরোজ আহমেদ, খুলনা বিশ্ববিদ্যালয় পালনের উপাচার্য অধ্যাপক ড. মোঃ রেজাউল হকের শ্রদ্ধাঞ্জলি, শোভাযাত্রা, কেএমপি পুলিশ কমিশনার মোহাম্মদ জাহিদুল হাসানের শ্রদ্ধাঞ্জলি, খুলনা রেঞ্জ ডিআইজি মোঃ রেজাউল হকের শ্রদ্ধাঞ্জলি, খুলনা মহানগর ও জেলা প্রশাসনের পক্ষ থেকে শ্রদ্ধা নিবেদন, কুইন্টাল ভাবে-চ্যালেঞ্জ প্রকাশ ও খুলনা সাংবাদিক ইউনিয়নের দোয়া মাহফিল ও খুলনা সাংবাদিক ইউনিয়নের উদ্যোগে বীর মুক্তিযোদ্ধাদের সংবর্ধনা জানানো হয়।-পূর্বাঞ্চল bbox=[9, 364, 1519, 381]
photo-awami-league-meeting bbox=[8, 1265, 254, 1385]
col1-headline: জুলাই সনদকে উপেক্ষা করা হলে জনগণের মতামতের বিরোধী হবে bbox=[8, 590, 254, 661]
col2-sub-headline: শিশু হত্যার বিচার দাবি খুলনা নাগরিক সমাজের bbox=[272, 654, 386, 679]
lower-col1-caption: মহান স্বাধীনতা ও জাতীয় দিবস উপলক্ষে খুলনা মহানগর বিএনপির উদ্যোগে আলোচনা সভায় বক্তব্য রাখেন মহানগর বিএনপির সভাপতি শহীদ হোসেন।-পূর্বাঞ্চল bbox=[9, 1569, 255, 1586]
col5-divider-3 bbox=[916, 711, 1159, 712]
lower-divider-3 bbox=[905, 1414, 906, 1744]
column-divider-1 bbox=[260, 392, 261, 1410]
lower-content-grid bbox=[8, 1414, 1520, 1744]
column-4 bbox=[658, 392, 903, 1410]
left-box-headline: মেয়েকে নিয়ে ফুটবল মাঠে প্রধানমন্ত্রী bbox=[9, 7, 317, 36]
col7-photo2-caption: খুলনা প্রেসক্লাব মসজিদ কমিটির নিকট আর্থিক অনুদান প্রদান করেন প্রধান অতিথি।-পূর্বাঞ্চল bbox=[1307, 678, 1520, 695]
club-headline: খুলনা ক্রিকেট ফাউন্ডেশনের উদ্যোগে ঈদ পুনর্মিলনী উৎসব উদযাপিত bbox=[518, 1561, 785, 1573]
col1-photo-caption: খুলনা অঞ্চল জামায়াতে ইসলামীর উপজেলা ও থানা আমীর সেক্রেটারিদের শিক্ষা শিবিরের বাৎসরিক কার্যক্রম অনুষ্ঠানে বক্তব্য রাখেন কেন্দ্রীয় নির্বাহী পরিষদের সদস্য অধ্যাপক মিয়া গোলাম পরওয়ার।-পূর্বাঞ্চল bbox=[9, 537, 254, 563]
right-box-headline: থাইল্যান্ডে এশিয়া কাপে বাংলাদেশের সোনা bbox=[1211, 7, 1519, 36]
col2-divider-5 bbox=[267, 861, 389, 862]
